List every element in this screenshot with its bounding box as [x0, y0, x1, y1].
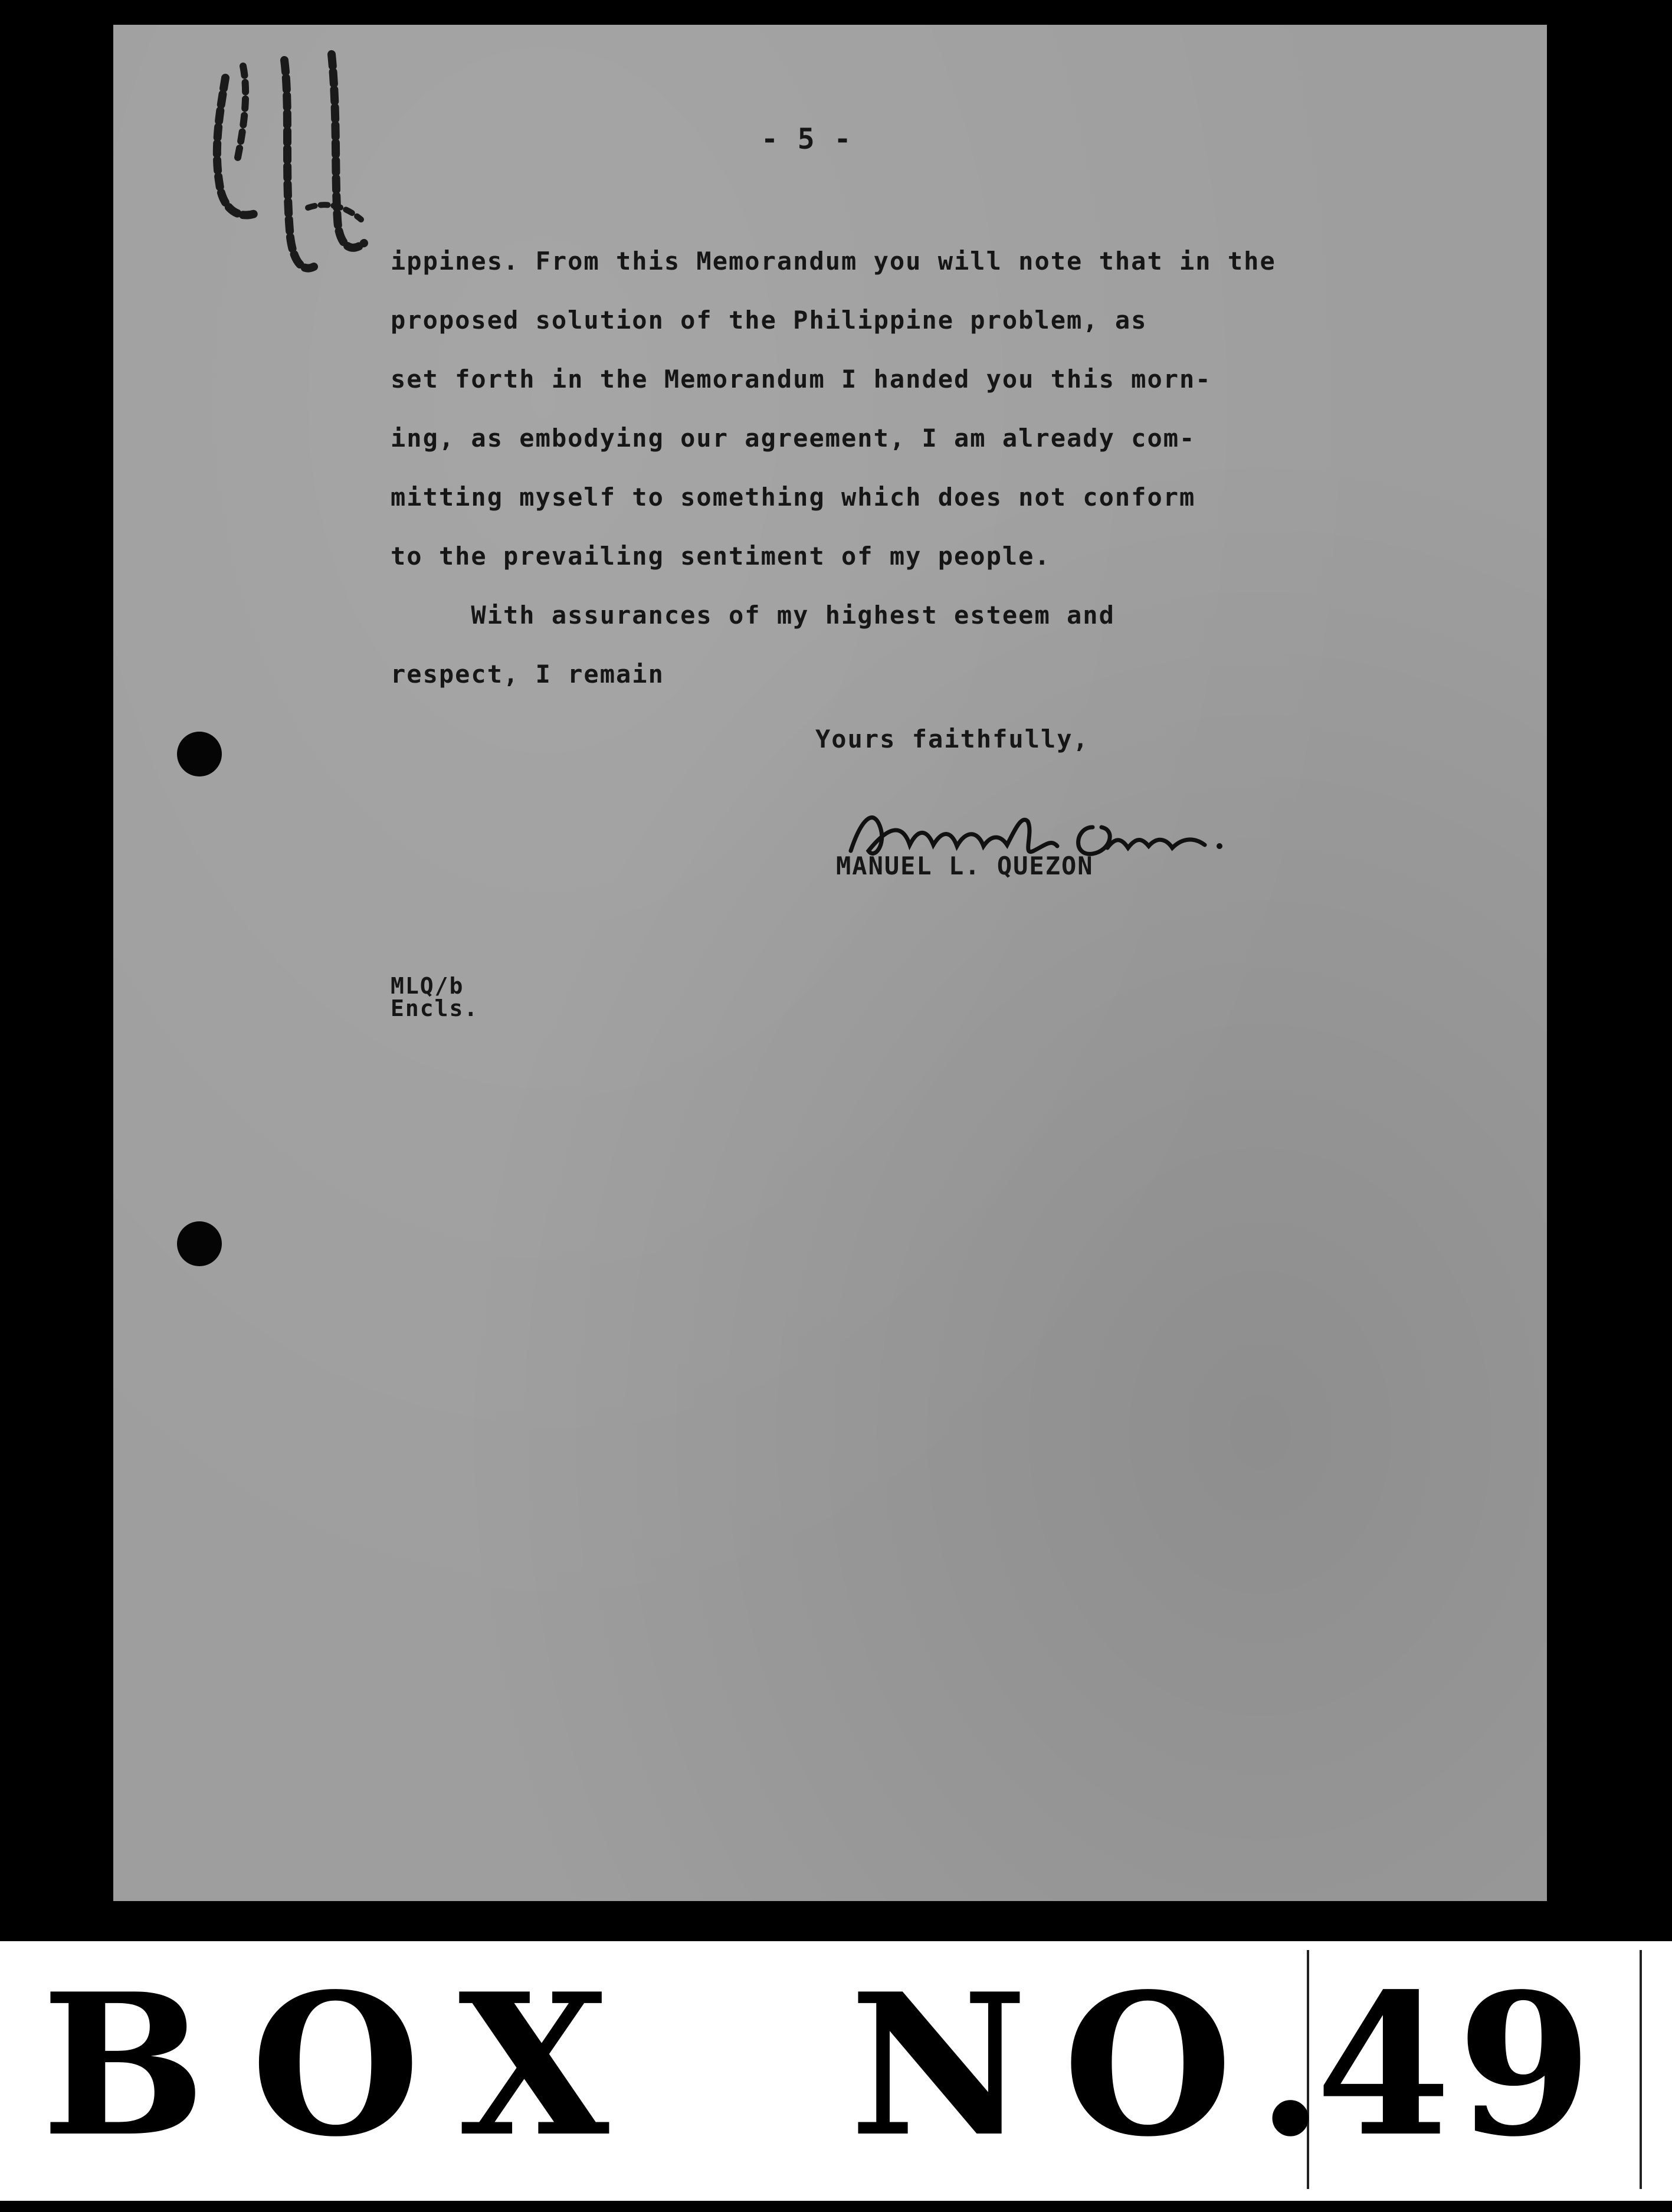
box-label-number: 49 — [1316, 1951, 1599, 2180]
punch-hole — [177, 1221, 222, 1266]
letter-page — [113, 25, 1547, 1901]
handwritten-mark-icon — [202, 42, 391, 290]
closing-line: With assurances of my highest esteem and — [391, 601, 1115, 630]
signature-name: MANUEL L. QUEZON — [836, 851, 1094, 880]
reference-initials: MLQ/b — [391, 973, 464, 999]
valediction: Yours faithfully, — [815, 725, 1089, 753]
body-line: mitting myself to something which does not conform — [391, 483, 1196, 512]
body-line: set forth in the Memorandum I handed you this morn- — [391, 365, 1212, 394]
page-number: - 5 - — [761, 123, 853, 156]
punch-hole — [177, 732, 222, 776]
box-label-word: BOX — [41, 1951, 651, 2180]
enclosures-note: Encls. — [391, 995, 479, 1021]
body-line: to the prevailing sentiment of my people. — [391, 542, 1051, 571]
body-line: ing, as embodying our agreement, I am already com- — [391, 424, 1196, 453]
body-line: ippines. From this Memorandum you will note that in the — [391, 247, 1276, 276]
closing-line: respect, I remain — [391, 660, 664, 689]
box-label-no: NO. — [850, 1951, 1360, 2180]
body-line: proposed solution of the Philippine problem, as — [391, 306, 1148, 335]
